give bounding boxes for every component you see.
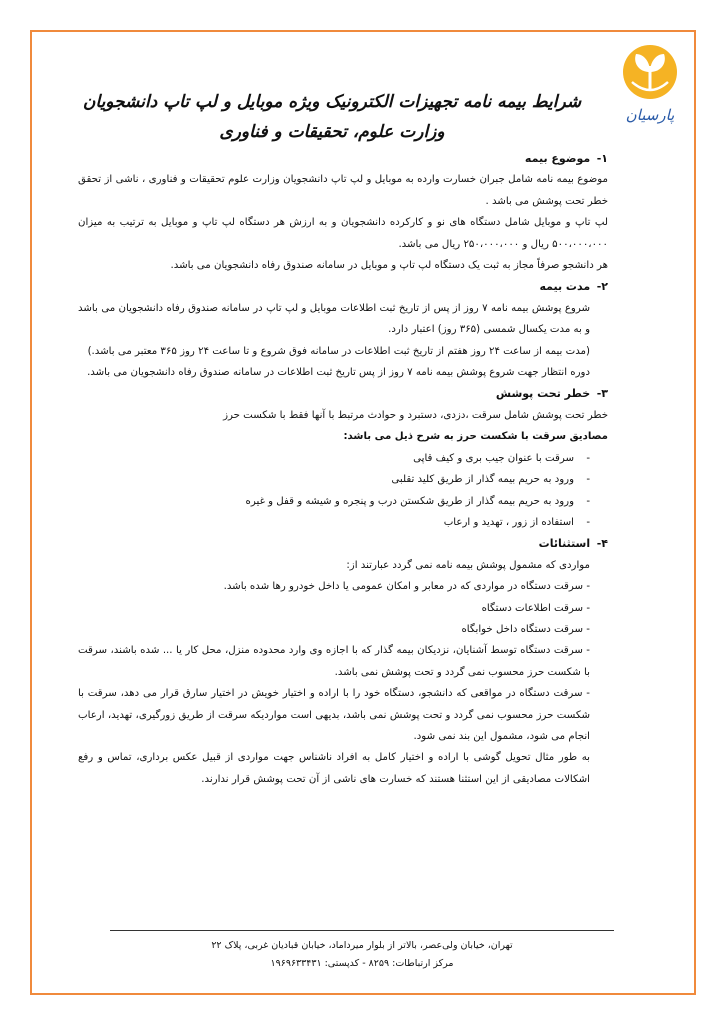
section-1-paragraph: لپ تاپ و موبایل شامل دستگاه های نو و کارکرده دانشجویان و به ارزش هر دستگاه لپ تاپ و موبایل به ترتیب به میزان ۵۰۰،۰۰۰،۰۰۰ ریال و ۲۵۰،۰۰۰،۰۰۰ ریال می باشد. <box>78 217 608 250</box>
document-subtitle: وزارت علوم، تحقیقات و فناوری <box>219 122 445 142</box>
exclusion-item: - سرقت اطلاعات دستگاه <box>481 602 590 614</box>
parsian-logo <box>620 42 680 132</box>
page-footer <box>110 930 614 973</box>
document-title: شرایط بیمه نامه تجهیزات الکترونیک ویژه موبایل و لپ تاپ دانشجویان <box>82 92 582 112</box>
list-item: - ورود به حریم بیمه گذار از طریق شکستن درب و پنجره و شیشه و قفل و غیره <box>78 491 590 512</box>
exclusion-item: به طور مثال تحویل گوشی با اراده و اختیار کامل به افراد ناشناس جهت مواردی از قبیل عکس برداری، تماس و رفع اشکالات مصادیقی از این استثنا هستند که خسارت های ناشی از آن تحت پوشش قرار ندارند. <box>78 752 590 785</box>
exclusion-item: - سرقت دستگاه توسط آشنایان، نزدیکان بیمه گذار که با اجازه وی وارد محدوده منزل، محل کار یا ... شده باشند، سرقت با شکست حرز محسوب نمی گردد و تحت پوشش نمی باشد. <box>78 645 590 678</box>
section-2-paragraph: شروع پوشش بیمه نامه ۷ روز از پس از تاریخ ثبت اطلاعات موبایل و لپ تاپ در سامانه صندوق رفاه دانشجویان می باشد و به مدت یکسال شمسی (۳۶۵ روز) اعتبار دارد. <box>78 302 590 336</box>
section-2-heading: ۲- مدت بیمه <box>539 280 608 294</box>
list-item: - استفاده از زور ، تهدید و ارعاب <box>78 512 590 533</box>
footer-address: تهران، خیابان ولی‌عصر، بالاتر از بلوار میرداماد، خیابان قبادیان غربی، پلاک ۲۲ <box>211 940 513 951</box>
exclusion-item: - سرقت دستگاه در مواقعی که دانشجو، دستگاه خود را با اراده و اختیار خویش در اختیار سارق قرار می دهد، سرقت با شکست حرز محسوب نمی گردد و تحت پوشش نمی باشد، بدیهی است مواردیکه سرقت از طریق زورگیری، تهدید، ارعاب انجام می شود، مشمول این بند نمی شود. <box>78 688 590 742</box>
list-item: - سرقت با عنوان جیب بری و کیف قاپی <box>78 448 590 469</box>
exclusion-item: - سرقت دستگاه در مواردی که در معابر و امکان عمومی یا داخل خودرو رها شده باشد. <box>223 581 590 593</box>
section-3-heading: ۳- خطر تحت پوشش <box>495 387 608 401</box>
section-2-paragraph: (مدت بیمه از ساعت ۲۴ روز هفتم از تاریخ ثبت اطلاعات در سامانه فوق شروع و تا ساعت ۲۴ روز ۳۶۵ معتبر می باشد.) <box>87 345 590 357</box>
section-1-paragraph: هر دانشجو صرفاً مجاز به ثبت یک دستگاه لپ تاپ و موبایل در سامانه صندوق رفاه دانشجویان می باشد. <box>170 260 608 272</box>
section-2-paragraph: دوره انتظار جهت شروع پوشش بیمه نامه ۷ روز از پس تاریخ ثبت اطلاعات در سامانه صندوق رفاه دانشجویان می باشد. <box>87 367 590 379</box>
section-3-subheading: مصادیق سرقت با شکست حرز به شرح ذیل می باشد: <box>343 431 608 443</box>
coverage-list <box>78 448 608 534</box>
exclusion-item: - سرقت دستگاه داخل خوابگاه <box>461 623 590 635</box>
section-4-intro: مواردی که مشمول پوشش بیمه نامه نمی گردد عبارتند از: <box>346 559 590 571</box>
footer-contact: مرکز ارتباطات: ۸۲۵۹ - کدپستی: ۱۹۶۹۶۳۳۴۳۱ <box>270 958 454 969</box>
section-3-paragraph: خطر تحت پوشش شامل سرقت ،دزدی، دستبرد و حوادث مرتبط با آنها فقط با شکست حرز <box>223 409 608 421</box>
list-item: - ورود به حریم بیمه گذار از طریق کلید تقلبی <box>78 469 590 490</box>
section-4-heading: ۴- استثنائات <box>538 537 608 551</box>
section-1-paragraph: موضوع بیمه نامه شامل جبران خسارت وارده به موبایل و لپ تاپ دانشجویان وزارت علوم تحقیقات و فناوری ، ناشی از تحقق خطر تحت پوشش می باشد . <box>78 174 608 207</box>
document-body <box>78 148 608 790</box>
section-1-heading: ۱- موضوع بیمه <box>524 152 608 165</box>
parsian-logo-icon <box>620 42 680 132</box>
logo-wordmark: پارسیان <box>625 106 675 124</box>
